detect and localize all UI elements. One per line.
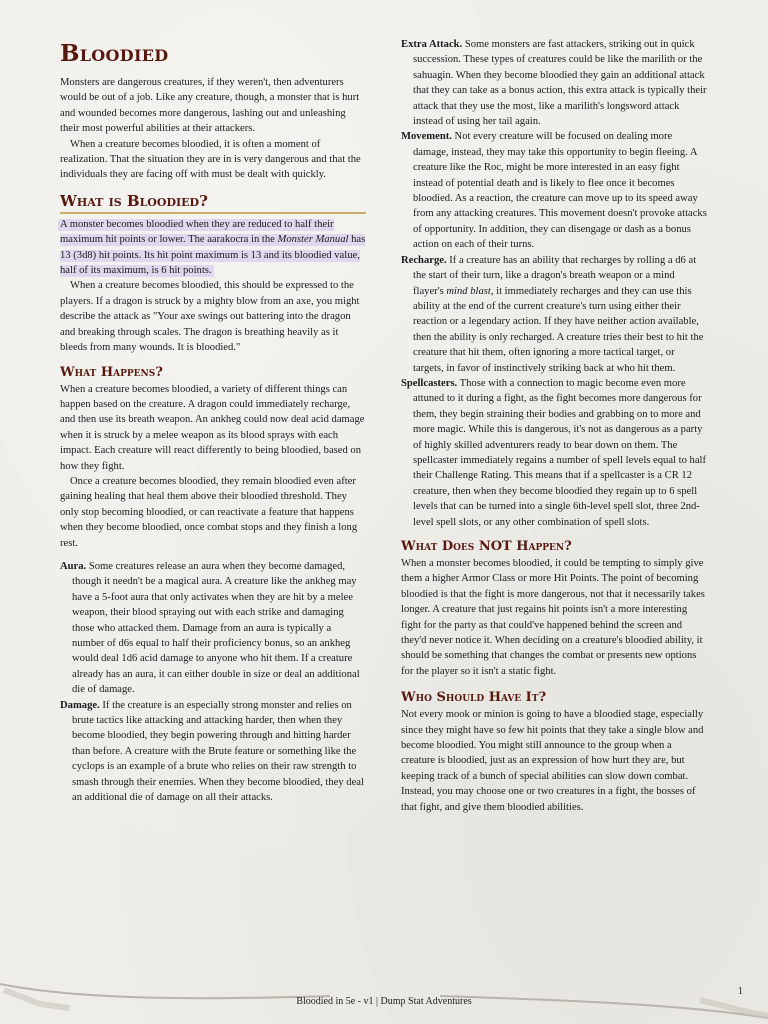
page-title: Bloodied (60, 40, 169, 67)
footer-decoration (0, 960, 768, 1024)
what-happens-paragraph-2: Once a creature becomes bloodied, they remain bloodied even after gaining healing that heal them above their bloodied threshold. They only stop becoming bloodied, or can reactivate a feature that happens when they become bloodied, once combat stops and they finish a long rest. (60, 475, 358, 549)
page-number: 1 (738, 986, 743, 997)
aura-entry: Aura. Some creatures release an aura when they become damaged, though it needn't be a magical aura. A creature like the ankheg may have a 5-foot aura that only activates when they are hit by a melee weapon, their blood spraying out with each strike and damaging those who attacked them. Damage from an aura is typically a number of d6s equal to half their proficiency bonus, so an ankheg would deal 1d6 acid damage to anyone who hit them. If a creature already has an aura, it can either double in size or deal an additional die of damage. (60, 560, 360, 696)
damage-entry: Damage. If the creature is an especially strong monster and relies on brute tactics like attacking and attacking harder, then when they become bloodied, they begin powering through and hitting harder than before. A creature with the Brute feature or something like the cyclops is an example of a brute who relies on their raw strength to smash through their enemies. When they become bloodied, they deal an additional die of damage on all their attacks. (60, 699, 364, 804)
heading-what-is-bloodied: What is Bloodied? (60, 191, 208, 210)
movement-entry: Movement. Not every creature will be focused on dealing more damage, instead, they may take this opportunity to begin fleeing. A creature like the Roc, might be more interested in an easy fight instead of potential death and is likely to flee once it becomes bloodied. As a reaction, the creature can move up to its speed away from any attacking creatures. This movement doesn't provoke attacks of opportunity. In addition, they can disengage or dash as a bonus action on each of their turns. (401, 131, 707, 251)
what-happens-paragraph-1: When a creature becomes bloodied, a variety of different things can happen based on the creature. A dragon could immediately recharge, and then use its breath weapon. An ankheg could now deal acid damage when it is struck by a melee weapon as its blood sprays with each impact. Each creature will react differently to being bloodied, based on how they fight. (60, 383, 365, 472)
extra-attack-entry: Extra Attack. Some monsters are fast attackers, striking out in quick succession. These types of creatures could be like the marilith or the sahuagin. When they become bloodied they gain an additional attack that they can take as a bonus action, this extra attack is typically their attack that they use the most, like a marilith's longsword attack instead of using her tail again. (401, 39, 707, 128)
recharge-entry: Recharge. If a creature has an ability that recharges by rolling a d6 at the start of their turn, like a dragon's breath weapon or a mind flayer's mind blast, it immediately recharges and they can use this ability at the end of the current creature's turn using either their reaction or a legendary action. If they have neither action available, then the ability is only recharged. A creature tries their best to hit the creature that hit them, often ignoring a more tactical target, or targets, in favor of instinctively striking back at who hit them. (401, 254, 704, 374)
intro-paragraph-2: When a creature becomes bloodied, it is often a moment of realization. That the situation they are in is very dangerous and that the individuals they are facing off with must be dealt with quickly. (60, 138, 361, 181)
spellcasters-entry: Spellcasters. Those with a connection to magic become even more attuned to it during a fight, as the fight becomes more dangerous for them, they begin straining their bodies and grabbing on to more and more magic. While this is dangerous, it's not as dangerous as a party of highly skilled adventurers ready to bear down on them. The spellcaster immediately regains a number of spell levels equal to half their Challenge Rating. This means that if a spellcaster is a CR 12 creature, then when they become bloodied they regain up to 6 spell levels that can be turned into a single 6th-level spell slot, three 2nd-level spell slots, or any other combination of spell slots. (401, 377, 706, 528)
left-column (60, 75, 366, 805)
heading-what-happens: What Happens? (60, 364, 163, 380)
what-is-paragraph-2: When a creature becomes bloodied, this should be expressed to the players. If a dragon is struck by a mighty blow from an axe, you might describe the attack as "Your axe swings out battering into the dragon and breaking through scales. The dragon is breathing heavily as it bleeds from many wounds. It is bloodied." (60, 280, 360, 354)
not-happen-paragraph: When a monster becomes bloodied, it could be tempting to simply give them a higher Armor Class or more Hit Points. The point of becoming bloodied is that the fight is more dangerous, not that it necessarily takes longer. A creature that just regains hit points isn't a more interesting fight for the party as that could've happened behind the screen and they'd never notice it. When deciding on a creature's bloodied ability, it should be something that changes the combat or presents new options for the player so it isn't a static fight. (401, 558, 705, 677)
who-should-paragraph: Not every mook or minion is going to have a bloodied stage, especially since they might have so few hit points that they take a single blow and become bloodied. You might still announce to the group when a creature is bloodied, just as an expression of how hurt they are, but keeping track of a bunch of special abilities can slow down combat. Instead, you may choose one or two creatures in a fight, the bosses of that fight, and give them bloodied abilities. (401, 709, 704, 813)
right-column (401, 37, 707, 815)
heading-who-should-have-it: Who Should Have It? (401, 690, 547, 706)
heading-what-does-not-happen: What Does NOT Happen? (401, 539, 572, 554)
heading-underline (60, 212, 366, 214)
intro-paragraph-1: Monsters are dangerous creatures, if they weren't, then adventurers would be out of a job. Like any creature, though, a monster that is hurt and wounded becomes more dangerous, lashing out and unleashing their most powerful abilities at their attackers. (60, 77, 360, 135)
bloodied-definition-callout: A monster becomes bloodied when they are reduced to half their maximum hit points or lower. The aarakocra in the Monster Manual has 13 (3d8) hit points. Its hit point maximum is 13 and its bloodied value, half of its maximum, is 6 hit points. (60, 218, 366, 277)
page-footer: Bloodied in 5e - v1 | Dump Stat Adventures (296, 996, 472, 1007)
